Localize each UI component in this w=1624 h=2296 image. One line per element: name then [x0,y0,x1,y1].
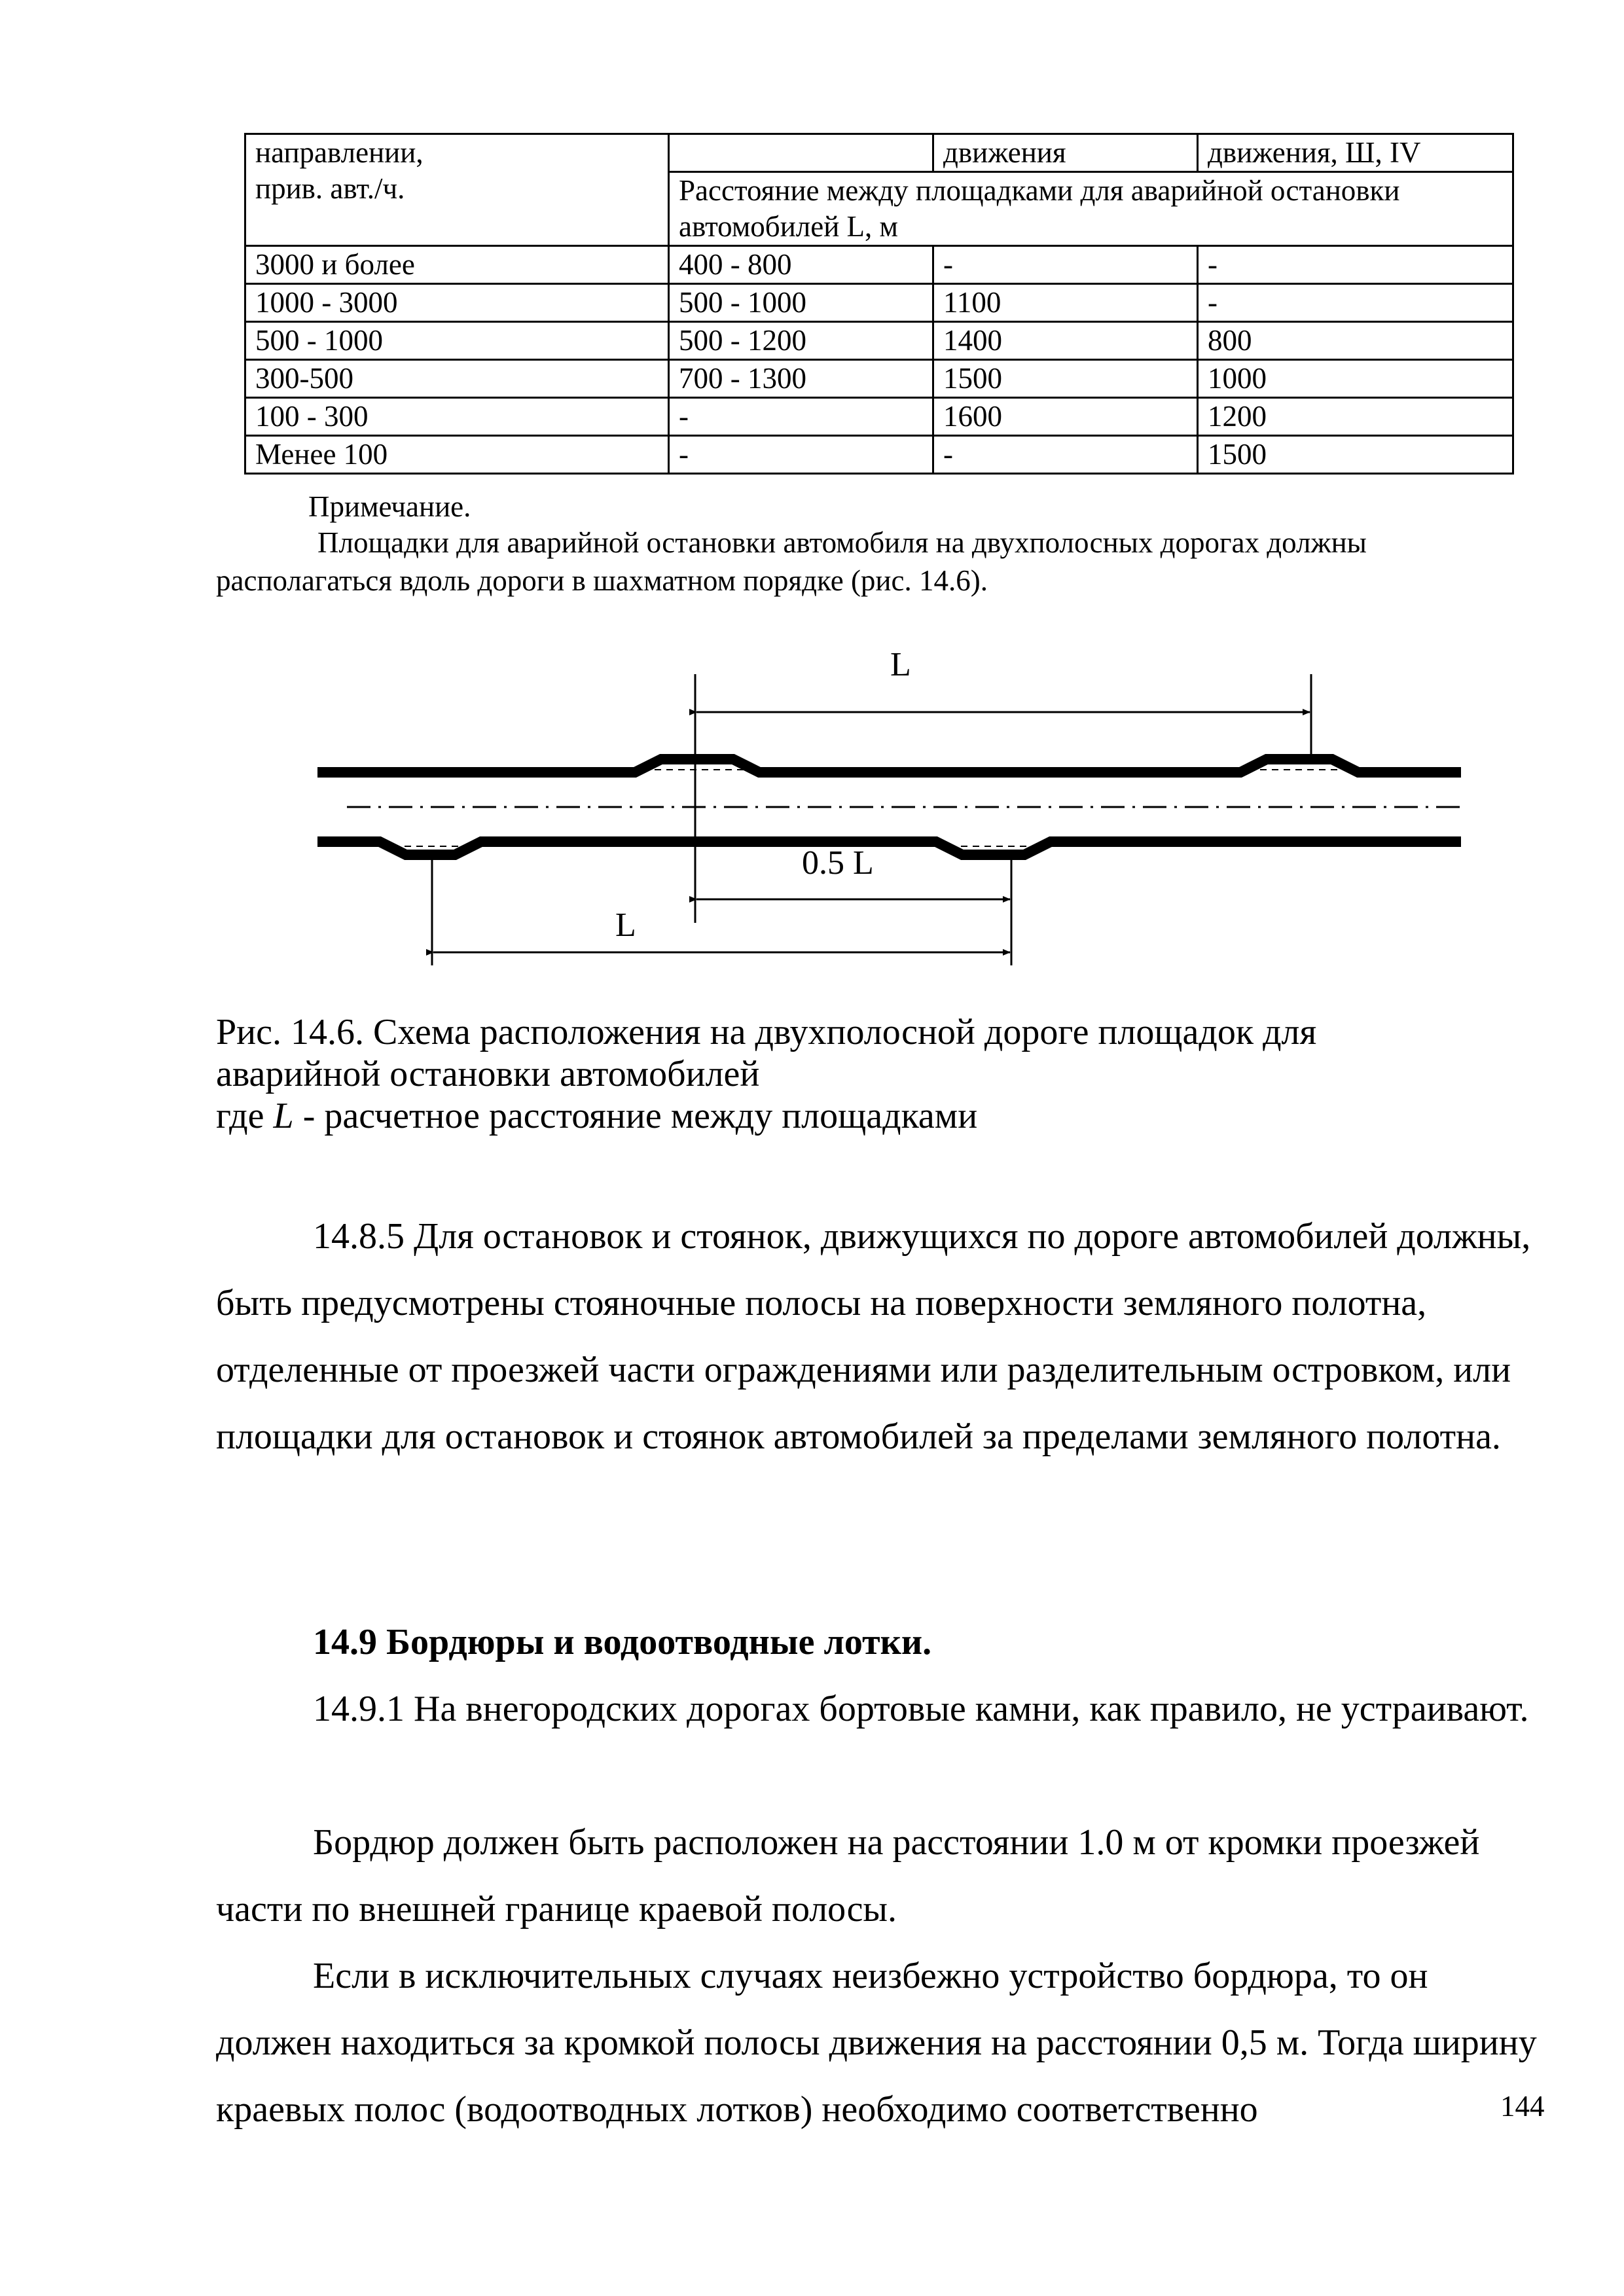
caption-rest: - расчетное расстояние между площадками [293,1096,978,1136]
table-cell: 3000 и более [245,246,669,284]
figure-caption-line-1: Рис. 14.6. Схема расположения на двухполосной дороге площадок для [216,1012,1317,1052]
road-layout-diagram [0,0,1624,995]
table-cell: 1500 [933,360,1198,398]
table-cell: - [933,246,1198,284]
table-cell: 1100 [933,284,1198,322]
table-cell: 100 - 300 [245,398,669,436]
section-heading: 14.9 Бордюры и водоотводные лотки. [313,1622,932,1662]
paragraph-bordure-exception: Если в исключительных случаях неизбежно устройство бордюра, то он должен находиться за кромкой полосы движения на расстоянии 0,5 м. Тогда ширину краевых полос (водоотводных лотков) необходимо соответственно [216,1956,1537,2130]
table-cell: 1000 [1198,360,1513,398]
figure-caption-line-2: аварийной остановки автомобилей [216,1054,760,1094]
table-cell: 1200 [1198,398,1513,436]
paragraph-14-9-1: 14.9.1 На внегородских дорогах бортовые камни, как правило, не устраивают. [313,1689,1529,1729]
header-cell: движения, Ш, IV [1198,134,1513,172]
table-cell: Менее 100 [245,436,669,474]
table-cell: 800 [1198,322,1513,360]
note-text: Площадки для аварийной остановки автомобиля на двухполосных дорогах должны располагаться вдоль дороги в шахматном порядке (рис. 14.6). [216,526,1367,597]
caption-variable: L [273,1096,294,1136]
header-text-2: прив. авт./ч. [255,172,405,205]
table-cell: 500 - 1000 [669,284,933,322]
page-number: 144 [1500,2090,1545,2123]
header-cell-span: Расстояние между площадками для аварийной остановки автомобилей L, м [669,172,1513,246]
paragraph-14-8-5: 14.8.5 Для остановок и стоянок, движущихся по дороге автомобилей должны, быть предусмотрены стояночные полосы на поверхности земляного полотна, отделенные от проезжей части ограждениями или разделительным островком, или площадки для остановок и стоянок автомобилей за пределами земляного полотна. [216,1216,1531,1457]
table-cell: 700 - 1300 [669,360,933,398]
table-cell: - [933,436,1198,474]
table-cell: 300-500 [245,360,669,398]
table-cell: - [669,398,933,436]
header-text-1: направлении, [255,136,424,169]
table-cell: - [1198,246,1513,284]
table-cell: 500 - 1000 [245,322,669,360]
table-cell: 1000 - 3000 [245,284,669,322]
table-cell: 400 - 800 [669,246,933,284]
caption-prefix: где [216,1096,274,1136]
note-label: Примечание. [308,490,471,523]
road-edge-bottom [317,842,1461,855]
table-cell: 1600 [933,398,1198,436]
header-cell: движения [933,134,1198,172]
dimension-label-bottom: L [615,906,636,944]
paragraph-bordure-distance: Бордюр должен быть расположен на расстоянии 1.0 м от кромки проезжей части по внешней границе краевой полосы. [216,1822,1480,1929]
table-cell: 1500 [1198,436,1513,474]
dimension-label-half: 0.5 L [802,844,874,882]
table-cell: - [669,436,933,474]
table-cell: 500 - 1200 [669,322,933,360]
figure-caption-line-3 [216,1095,977,1137]
table-cell: - [1198,284,1513,322]
dimension-label-top: L [890,646,911,683]
table-cell: 1400 [933,322,1198,360]
